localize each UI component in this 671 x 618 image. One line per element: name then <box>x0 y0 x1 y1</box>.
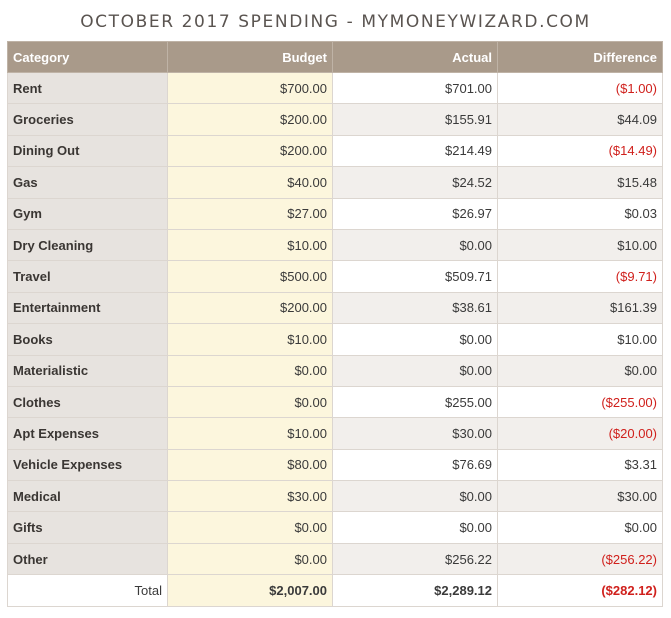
budget-cell: $30.00 <box>168 481 333 512</box>
category-cell: Vehicle Expenses <box>8 449 168 480</box>
difference-cell: $0.03 <box>498 198 663 229</box>
budget-cell: $700.00 <box>168 73 333 104</box>
actual-cell: $76.69 <box>333 449 498 480</box>
difference-cell: ($256.22) <box>498 543 663 574</box>
actual-cell: $256.22 <box>333 543 498 574</box>
category-cell: Rent <box>8 73 168 104</box>
difference-cell: ($20.00) <box>498 418 663 449</box>
actual-cell: $30.00 <box>333 418 498 449</box>
budget-cell: $500.00 <box>168 261 333 292</box>
table-row <box>8 481 663 512</box>
category-cell: Clothes <box>8 386 168 417</box>
actual-cell: $0.00 <box>333 512 498 543</box>
table-row <box>8 355 663 386</box>
actual-cell: $0.00 <box>333 355 498 386</box>
table-row <box>8 167 663 198</box>
actual-cell: $214.49 <box>333 135 498 166</box>
category-cell: Apt Expenses <box>8 418 168 449</box>
category-cell: Travel <box>8 261 168 292</box>
budget-cell: $200.00 <box>168 292 333 323</box>
category-cell: Medical <box>8 481 168 512</box>
difference-cell: $0.00 <box>498 512 663 543</box>
header-actual: Actual <box>333 42 498 73</box>
table-row <box>8 229 663 260</box>
table-row <box>8 104 663 135</box>
actual-cell: $509.71 <box>333 261 498 292</box>
table-row <box>8 73 663 104</box>
category-cell: Dry Cleaning <box>8 229 168 260</box>
actual-cell: $0.00 <box>333 229 498 260</box>
table-row <box>8 135 663 166</box>
budget-cell: $10.00 <box>168 229 333 260</box>
budget-cell: $10.00 <box>168 324 333 355</box>
budget-cell: $40.00 <box>168 167 333 198</box>
category-cell: Gym <box>8 198 168 229</box>
header-category: Category <box>8 42 168 73</box>
table-row <box>8 292 663 323</box>
difference-cell: $10.00 <box>498 324 663 355</box>
budget-cell: $0.00 <box>168 512 333 543</box>
category-cell: Gas <box>8 167 168 198</box>
budget-cell: $10.00 <box>168 418 333 449</box>
difference-cell: $3.31 <box>498 449 663 480</box>
difference-cell: $44.09 <box>498 104 663 135</box>
actual-cell: $38.61 <box>333 292 498 323</box>
actual-cell: $0.00 <box>333 324 498 355</box>
actual-cell: $255.00 <box>333 386 498 417</box>
difference-cell: $30.00 <box>498 481 663 512</box>
category-cell: Books <box>8 324 168 355</box>
difference-cell: ($255.00) <box>498 386 663 417</box>
table-row <box>8 418 663 449</box>
difference-cell: $10.00 <box>498 229 663 260</box>
category-cell: Groceries <box>8 104 168 135</box>
spending-table <box>7 41 663 607</box>
table-row <box>8 261 663 292</box>
header-difference: Difference <box>498 42 663 73</box>
budget-cell: $27.00 <box>168 198 333 229</box>
budget-cell: $0.00 <box>168 543 333 574</box>
category-cell: Entertainment <box>8 292 168 323</box>
total-difference: ($282.12) <box>498 575 663 607</box>
actual-cell: $24.52 <box>333 167 498 198</box>
table-row <box>8 449 663 480</box>
category-cell: Dining Out <box>8 135 168 166</box>
category-cell: Gifts <box>8 512 168 543</box>
table-row <box>8 324 663 355</box>
difference-cell: ($14.49) <box>498 135 663 166</box>
budget-cell: $200.00 <box>168 135 333 166</box>
budget-cell: $0.00 <box>168 355 333 386</box>
budget-cell: $80.00 <box>168 449 333 480</box>
difference-cell: $15.48 <box>498 167 663 198</box>
table-row <box>8 543 663 574</box>
table-header-row <box>8 42 663 73</box>
budget-cell: $200.00 <box>168 104 333 135</box>
page-title: OCTOBER 2017 SPENDING - MYMONEYWIZARD.COM <box>80 12 591 32</box>
total-row <box>8 575 663 607</box>
category-cell: Materialistic <box>8 355 168 386</box>
table-body <box>8 73 663 575</box>
difference-cell: $161.39 <box>498 292 663 323</box>
actual-cell: $0.00 <box>333 481 498 512</box>
total-actual: $2,289.12 <box>333 575 498 607</box>
budget-cell: $0.00 <box>168 386 333 417</box>
total-budget: $2,007.00 <box>168 575 333 607</box>
category-cell: Other <box>8 543 168 574</box>
actual-cell: $155.91 <box>333 104 498 135</box>
table-row <box>8 512 663 543</box>
difference-cell: ($9.71) <box>498 261 663 292</box>
actual-cell: $26.97 <box>333 198 498 229</box>
header-budget: Budget <box>168 42 333 73</box>
actual-cell: $701.00 <box>333 73 498 104</box>
table-row <box>8 198 663 229</box>
difference-cell: $0.00 <box>498 355 663 386</box>
table-row <box>8 386 663 417</box>
difference-cell: ($1.00) <box>498 73 663 104</box>
total-label: Total <box>8 575 168 607</box>
